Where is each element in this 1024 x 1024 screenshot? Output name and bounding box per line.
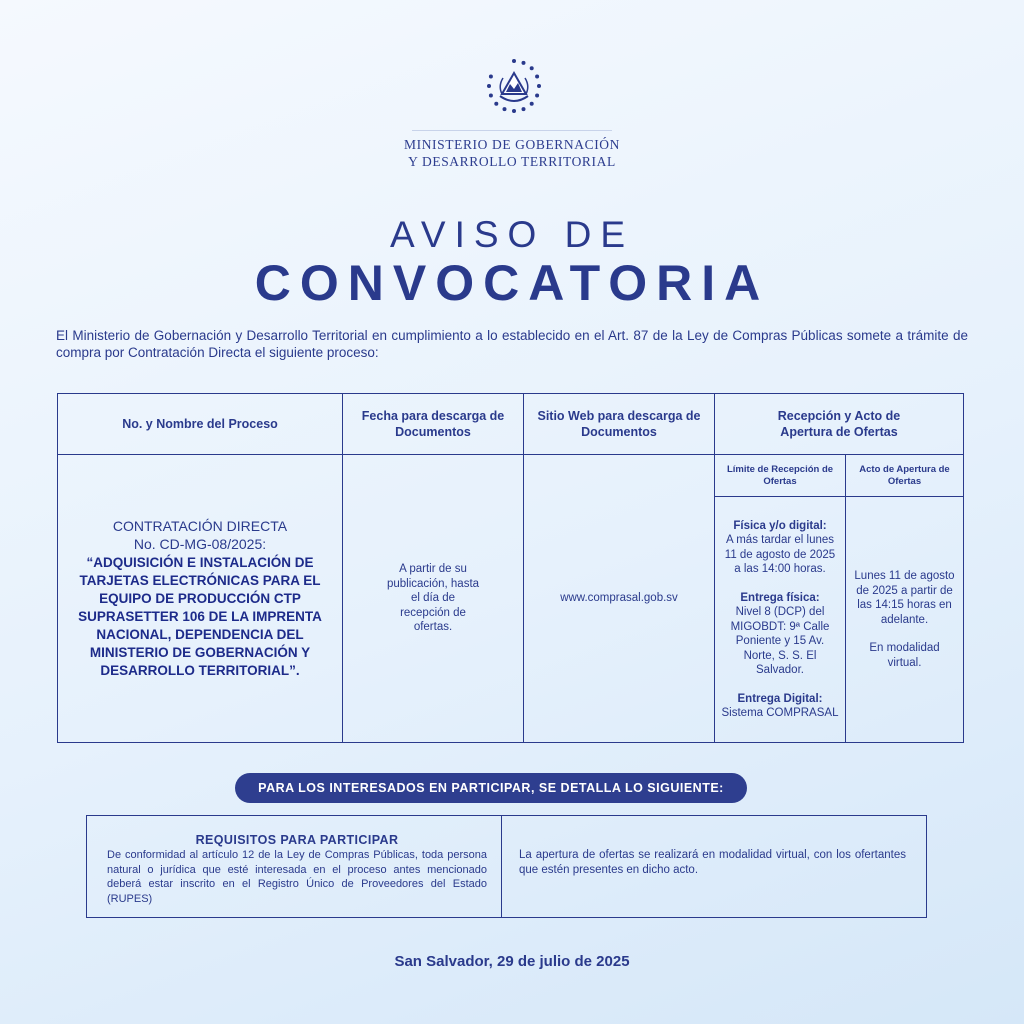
process-cell — [58, 455, 342, 742]
intro-paragraph: El Ministerio de Gobernación y Desarrollo Territorial en cumplimiento a lo establecido en el Art. 87 de la Ley de Compras Públicas somete a trámite de compra por Contratación Directa el siguiente proceso: — [56, 328, 968, 360]
ministry-line-1: MINISTERIO DE GOBERNACIÓN — [404, 137, 620, 152]
title-line-2: CONVOCATORIA — [254, 255, 770, 311]
opening-text: Lunes 11 de agosto de 2025 a partir de las 14:15 horas en adelante. — [854, 570, 955, 626]
requirements-title: REQUISITOS PARA PARTICIPAR — [195, 833, 399, 847]
process-type: CONTRATACIÓN DIRECTA — [112, 518, 288, 534]
download-date: A partir de su publicación, hasta el día de recepción de ofertas. — [386, 563, 480, 634]
header-download-date: Fecha para descarga de Documentos — [361, 409, 505, 439]
digital-label: Entrega Digital: — [737, 692, 823, 705]
process-table — [57, 393, 964, 743]
header-process: No. y Nombre del Proceso — [122, 417, 278, 431]
digital-text: Sistema COMPRASAL — [721, 707, 839, 719]
coat-of-arms-icon — [484, 56, 544, 116]
ministry-name — [312, 130, 712, 170]
physical-digital-label: Física y/o digital: — [733, 519, 827, 532]
ministry-line-2: Y DESARROLLO TERRITORIAL — [408, 154, 616, 169]
date-footer: San Salvador, 29 de julio de 2025 — [394, 953, 630, 970]
header-limit: Límite de Recepción de Ofertas — [726, 463, 834, 487]
limit-cell — [715, 497, 845, 742]
header-opening: Acto de Apertura de Ofertas — [859, 463, 950, 487]
requirements-text: De conformidad al artículo 12 de la Ley de Compras Públicas, toda persona natural o jurídica que esté interesada en el proceso antes mencionado deberá estar inscrito en el Registro Único de Proveedores del Estado (RUPES) — [107, 849, 487, 905]
requirements-cell — [87, 816, 501, 917]
physical-text: Nivel 8 (DCP) del MIGOBDT: 9ª Calle Poniente y 15 Av. Norte, S. S. El Salvador. — [730, 606, 830, 676]
divider — [412, 130, 612, 131]
participants-banner: PARA LOS INTERESADOS EN PARTICIPAR, SE DETALLA LO SIGUIENTE: — [235, 773, 747, 803]
title-line-1: AVISO DE — [389, 214, 635, 255]
opening-mode: En modalidad virtual. — [869, 642, 940, 669]
requirements-table — [86, 815, 927, 918]
opening-cell — [846, 497, 963, 742]
physical-label: Entrega física: — [740, 591, 820, 604]
physical-digital-text: A más tardar el lunes 11 de agosto de 2025 a las 14:00 horas. — [724, 534, 836, 575]
website-link[interactable]: www.comprasal.gob.sv — [560, 592, 678, 605]
process-number: No. CD-MG-08/2025: — [133, 536, 267, 552]
header-website: Sitio Web para descarga de Documentos — [537, 409, 701, 439]
header-reception: Recepción y Acto de Apertura de Ofertas — [777, 409, 901, 439]
opening-note: La apertura de ofertas se realizará en modalidad virtual, con los ofertantes que estén presentes en dicho acto. — [519, 849, 906, 876]
process-name: “ADQUISICIÓN E INSTALACIÓN DE TARJETAS ELECTRÓNICAS PARA EL EQUIPO DE PRODUCCIÓN CTP SUPRASETTER 106 DE LA IMPRENTA NACIONAL, DEPENDENCIA DEL MINISTERIO DE GOBERNACIÓN Y DESARROLLO TERRITORIAL”. — [78, 555, 322, 678]
